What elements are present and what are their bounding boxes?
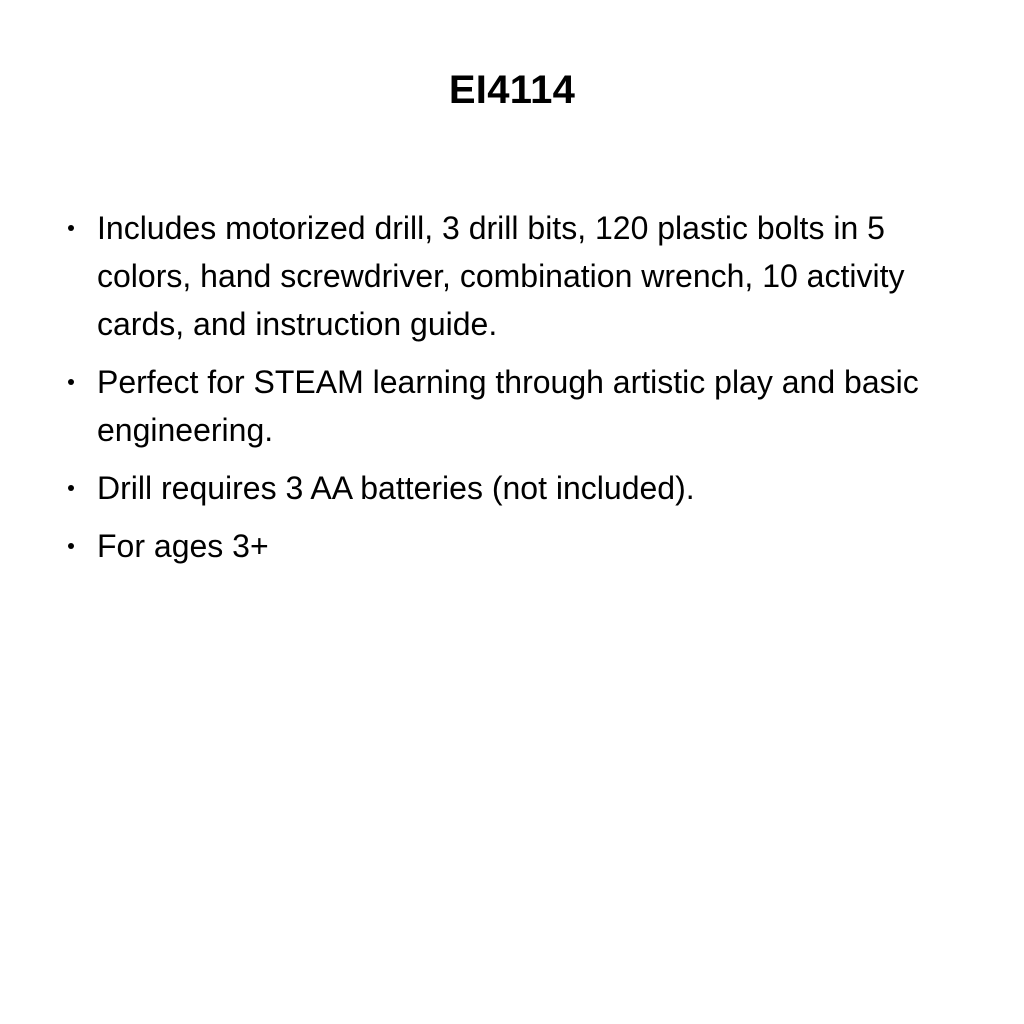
bullet-item-ages [58, 522, 958, 570]
bullet-dot-icon [68, 485, 74, 491]
bullet-item-contents [58, 204, 958, 348]
bullet-text: For ages 3+ [97, 528, 269, 564]
bullet-item-batteries [58, 464, 958, 512]
bullet-text: Includes motorized drill, 3 drill bits, 120 plastic bolts in 5 colors, hand screwdriver, combination wrench, 10 activity cards, and instruction guide. [97, 210, 905, 342]
bullet-dot-icon [68, 379, 74, 385]
bullet-dot-icon [68, 543, 74, 549]
bullet-list [58, 204, 958, 580]
bullet-item-steam [58, 358, 958, 454]
bullet-text: Drill requires 3 AA batteries (not included). [97, 470, 695, 506]
bullet-text: Perfect for STEAM learning through artistic play and basic engineering. [97, 364, 919, 448]
slide-title: EI4114 [448, 68, 576, 112]
bullet-dot-icon [68, 225, 74, 231]
